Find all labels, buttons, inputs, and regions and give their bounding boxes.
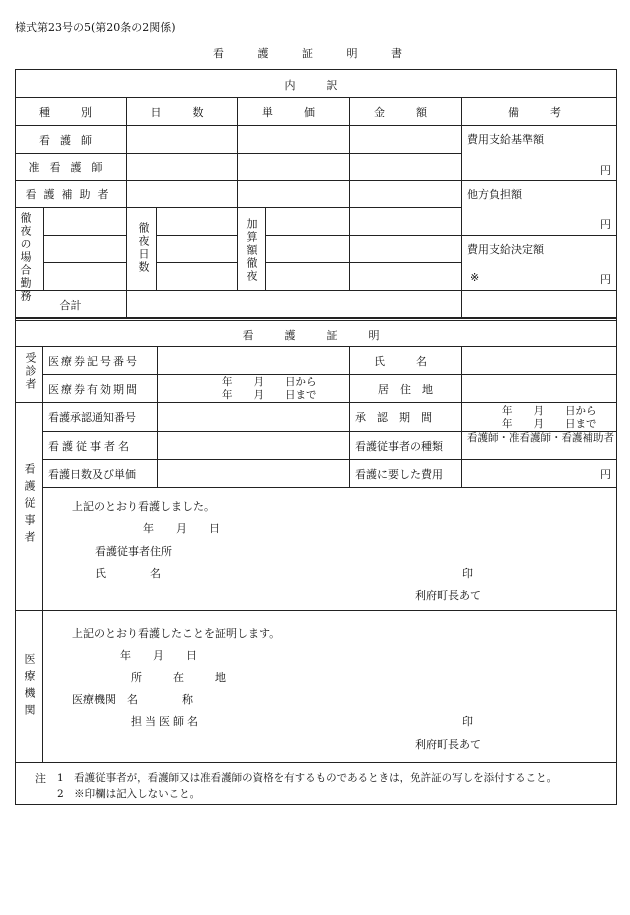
doctor-name-label: 担当医師名 <box>131 715 201 728</box>
nurse-statement: 上記のとおり看護しました。 <box>72 500 215 513</box>
office-use-mark: ※ <box>470 271 480 284</box>
approval-period-from: 年 月 日から <box>502 405 597 417</box>
night-duty-label: 徹夜の場合勤務 <box>19 212 32 303</box>
note-1: 1 看護従事者が，看護師又は准看護師の資格を有するものであるときは，免許証の写しを添付すること。 <box>57 772 558 784</box>
night-days-label: 徹夜日数 <box>137 222 150 274</box>
institution-name-label: 医療機関 名 称 <box>72 693 193 706</box>
row-assistant-nurse: 准看護師 <box>28 161 113 174</box>
row-nursing-aide: 看護補助者 <box>25 188 116 201</box>
cost-label: 看護に要した費用 <box>355 468 443 481</box>
days-and-price-label: 看護日数及び単価 <box>48 468 136 481</box>
col-days: 日 数 <box>150 106 214 119</box>
col-type: 種 別 <box>39 106 102 119</box>
nurse-date: 年 月 日 <box>143 522 220 535</box>
decided-amount-yen: 円 <box>600 273 611 286</box>
approval-number-label: 看護承認通知番号 <box>48 411 136 424</box>
doctor-seal-mark: 印 <box>462 715 473 728</box>
worker-seal-mark: 印 <box>462 567 473 580</box>
patient-name-label: 氏 名 <box>374 355 437 368</box>
medical-section-label: 医療機関 <box>23 653 36 721</box>
medical-date: 年 月 日 <box>120 649 197 662</box>
standard-amount-label: 費用支給基準額 <box>467 133 544 146</box>
col-amount: 金 額 <box>374 106 437 119</box>
night-addition-label: 加算額徹夜 <box>245 218 258 283</box>
decided-amount-label: 費用支給決定額 <box>467 243 544 256</box>
certification-header: 看 護 証 明 <box>242 329 390 342</box>
worker-address-label: 看護従事者住所 <box>95 545 172 558</box>
document-title: 看 護 証 明 書 <box>213 47 417 60</box>
patient-label: 受診者 <box>24 352 37 391</box>
col-unit-price: 単 価 <box>262 106 325 119</box>
breakdown-header: 内 訳 <box>284 79 348 92</box>
nurse-section-label: 看護従事者 <box>23 463 36 548</box>
total-label: 合計 <box>59 299 82 312</box>
worker-type-options: 看護師・准看護師・看護補助者 <box>467 432 614 444</box>
worker-addressee: 利府町長あて <box>415 589 481 602</box>
row-nurse: 看護師 <box>39 134 102 147</box>
medical-addressee: 利府町長あて <box>415 738 481 751</box>
standard-amount-yen: 円 <box>600 164 611 177</box>
ticket-number-label: 医療券記号番号 <box>48 355 139 368</box>
col-remarks: 備 考 <box>508 106 571 119</box>
institution-location-label: 所 在 地 <box>131 671 236 684</box>
worker-name-label: 看護従事者名 <box>48 440 132 453</box>
ticket-period-to: 年 月 日まで <box>222 389 317 401</box>
notes-label: 注 <box>35 772 46 785</box>
patient-address-label: 居 住 地 <box>378 383 433 396</box>
approval-period-to: 年 月 日まで <box>502 418 597 430</box>
ticket-period-from: 年 月 日から <box>222 376 317 388</box>
other-burden-label: 他方負担額 <box>467 188 522 201</box>
cost-yen: 円 <box>600 468 611 481</box>
ticket-validity-label: 医療券有効期間 <box>48 383 139 396</box>
form-code: 様式第23号の5(第20条の2関係) <box>15 21 176 34</box>
worker-type-label: 看護従事者の種類 <box>355 440 443 453</box>
note-2: 2 ※印欄は記入しないこと。 <box>57 788 201 800</box>
approval-period-label: 承 認 期 間 <box>355 411 432 424</box>
worker-sign-name-label: 氏 名 <box>95 567 161 580</box>
medical-statement: 上記のとおり看護したことを証明します。 <box>72 627 281 640</box>
other-burden-yen: 円 <box>600 218 611 231</box>
